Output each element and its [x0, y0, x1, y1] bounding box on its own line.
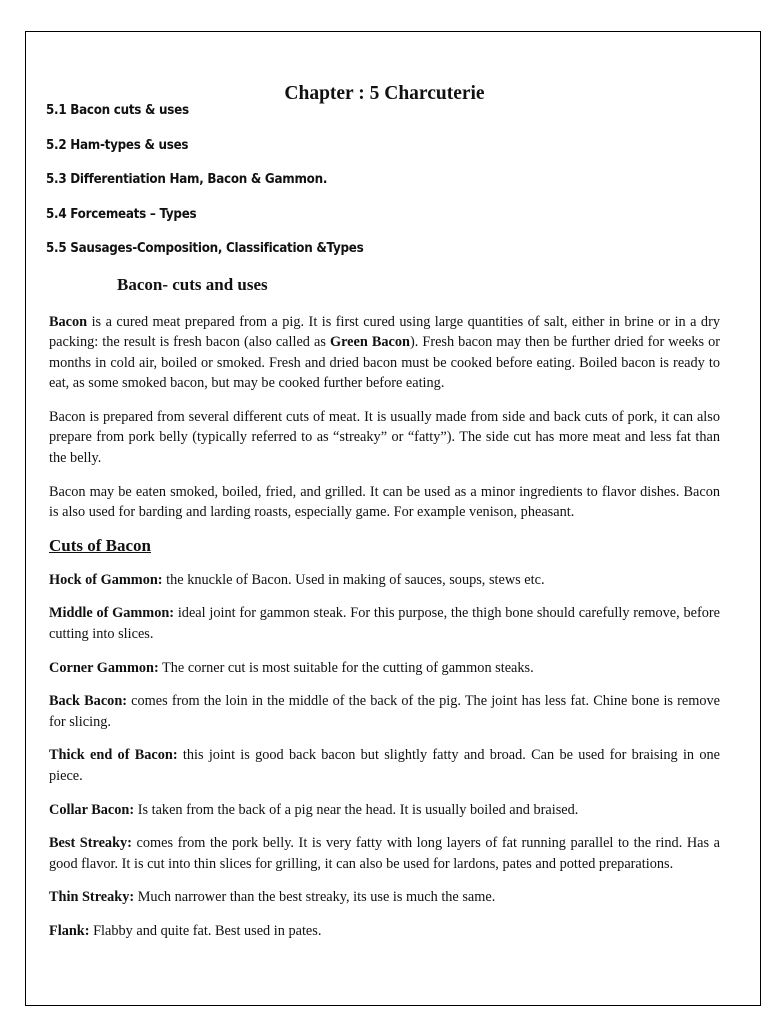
intro-paragraph-1 — [49, 312, 720, 394]
term: Green Bacon — [329, 334, 410, 351]
cut-description: this joint is good back bacon but slightly fatty and broad. Can be used for braising in one piece. — [49, 747, 720, 784]
toc-item: 5.3 Differentiation Ham, Bacon & Gammon. — [46, 172, 328, 187]
cut-term: Thin Streaky: — [49, 889, 135, 906]
paragraph-text: is a cured meat prepared from a pig. It is first cured using large quantities of salt, either in brine or in a dry packing: the result is fresh bacon (also called as — [49, 313, 720, 351]
cut-entry — [49, 691, 720, 732]
cut-term: Hock of Gammon: — [49, 571, 163, 588]
cut-description: Much narrower than the best streaky, its use is much the same. — [134, 889, 496, 906]
cut-description: Flabby and quite fat. Best used in pates. — [89, 922, 322, 939]
cut-entry — [49, 658, 720, 679]
cuts-heading: Cuts of Bacon — [49, 535, 152, 555]
cut-term: Flank: — [49, 922, 90, 939]
cuts-list — [49, 570, 720, 942]
cut-entry — [49, 887, 720, 908]
cut-entry — [49, 570, 720, 591]
term: Bacon — [49, 313, 88, 330]
cut-term: Thick end of Bacon: — [49, 747, 178, 764]
toc-item: 5.5 Sausages-Composition, Classification &Types — [46, 241, 364, 256]
cut-description: Is taken from the back of a pig near the head. It is usually boiled and braised. — [134, 801, 579, 818]
cut-description: comes from the pork belly. It is very fatty with long layers of fat running parallel to the rind. Has a good flavor. It is cut into thin slices for grilling, it can also be used for lardons, pates and potted preparations. — [49, 835, 720, 872]
cut-term: Best Streaky: — [49, 835, 132, 852]
cut-description: The corner cut is most suitable for the cutting of gammon steaks. — [158, 659, 534, 676]
paragraph-text: ). Fresh bacon may then be further dried for weeks or months in cold air, boiled or smoked. Fresh and dried bacon must be cooked before eating. Boiled bacon is ready to eat, as some smoked bacon, but may be cooked further before eating. — [49, 334, 720, 392]
cut-term: Corner Gammon: — [49, 659, 159, 676]
section-heading: Bacon- cuts and uses — [117, 274, 268, 294]
toc-item: 5.2 Ham-types & uses — [46, 137, 189, 153]
cut-description: the knuckle of Bacon. Used in making of sauces, soups, stews etc. — [162, 571, 545, 588]
intro-paragraph-2: Bacon is prepared from several different cuts of meat. It is usually made from side and back cuts of pork, it can also prepare from pork belly (typically referred to as “streaky” or “fatty”). The side cut has more meat and less fat than the belly. — [49, 408, 720, 467]
cut-description: ideal joint for gammon steak. For this purpose, the thigh bone should carefully remove, before cutting into slices. — [49, 605, 720, 643]
cut-entry — [49, 800, 720, 821]
cut-term: Collar Bacon: — [49, 801, 135, 818]
cut-term: Back Bacon: — [49, 693, 128, 710]
cut-term: Middle of Gammon: — [49, 605, 175, 622]
toc-item: 5.1 Bacon cuts & uses — [46, 103, 189, 118]
cut-description: comes from the loin in the middle of the back of the pig. The joint has less fat. Chine bone is remove for slicing. — [49, 693, 720, 730]
cut-entry — [49, 921, 720, 942]
table-of-contents — [46, 102, 717, 257]
chapter-title: Chapter : 5 Charcuterie — [284, 83, 485, 104]
document-content — [46, 80, 720, 955]
intro-paragraph-3: Bacon may be eaten smoked, boiled, fried, and grilled. It can be used as a minor ingredients to flavor dishes. Bacon is also used for barding and larding roasts, especially game. For example venison, pheasant. — [49, 483, 720, 521]
cut-entry — [49, 603, 720, 644]
cut-entry — [49, 745, 720, 786]
cut-entry — [49, 833, 720, 874]
toc-item: 5.4 Forcemeats – Types — [46, 206, 197, 222]
